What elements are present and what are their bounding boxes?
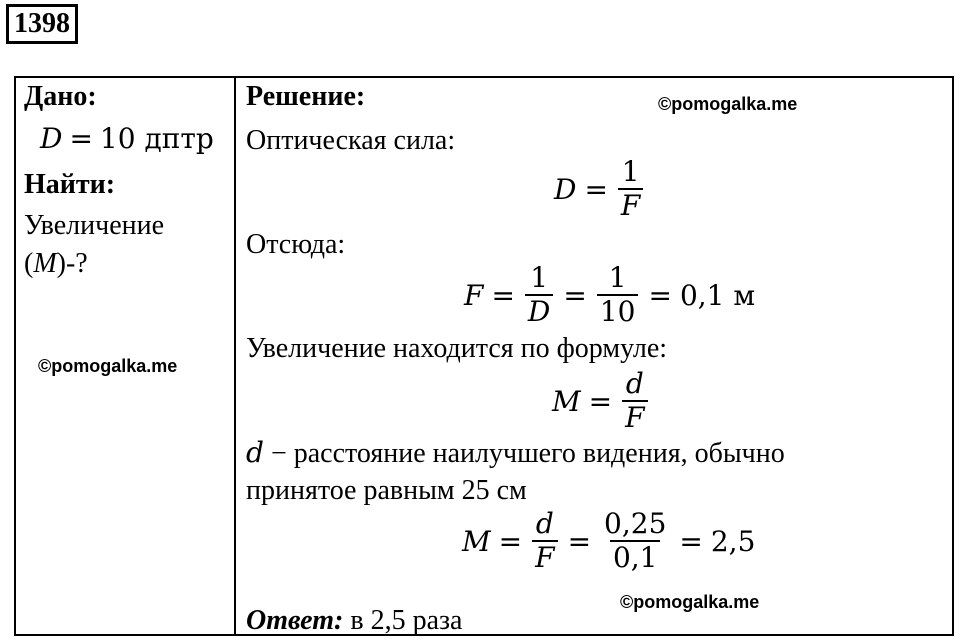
equation-focal-length — [464, 262, 755, 328]
magnification-label: Увеличение находится по формуле: — [246, 333, 668, 364]
eq1-den: F — [618, 188, 643, 222]
answer-label: Ответ: — [246, 605, 344, 636]
eq3-lhs: M — [552, 384, 581, 418]
eq1-op: = — [584, 172, 608, 206]
eq1-fraction — [618, 156, 643, 222]
equation-optical-power — [554, 156, 645, 222]
problem-number: 1398 — [6, 4, 78, 44]
hence-label: Отсюда: — [246, 229, 346, 260]
eq1-lhs: D — [554, 172, 577, 206]
find-line2 — [24, 247, 88, 281]
d-description-line2: принятое равным 25 см — [246, 475, 527, 506]
eq4-op1: = — [498, 524, 523, 558]
answer-value: в 2,5 раза — [343, 605, 463, 636]
eq3-op: = — [588, 384, 613, 418]
solution-heading: Решение: — [246, 81, 366, 112]
eq2-lhs: F — [464, 278, 484, 312]
eq2-f2-num: 1 — [608, 261, 627, 294]
eq4-lhs: M — [462, 524, 491, 558]
answer-line — [246, 604, 462, 638]
eq1-num: 1 — [621, 155, 640, 188]
given-eq-sign: = — [69, 122, 93, 155]
find-line1: Увеличение — [24, 210, 165, 241]
eq2-op2: = — [563, 278, 587, 312]
d-description-line1 — [246, 436, 785, 471]
watermark-left: ©pomogalka.me — [38, 356, 178, 376]
eq2-op3: = — [648, 278, 672, 312]
eq3-den: F — [622, 400, 647, 434]
optical-power-label: Оптическая сила: — [246, 125, 456, 156]
eq4-fraction2 — [601, 508, 669, 574]
eq3-num: d — [625, 367, 644, 400]
eq4-f2-num: 0,25 — [604, 507, 667, 540]
eq3-fraction — [622, 368, 647, 434]
watermark-bottom: ©pomogalka.me — [620, 592, 760, 612]
watermark-top: ©pomogalka.me — [658, 94, 798, 114]
find-heading: Найти: — [24, 169, 116, 200]
eq4-f2-den: 0,1 — [610, 540, 661, 574]
eq2-fraction2 — [597, 262, 639, 328]
column-divider — [234, 76, 236, 636]
eq2-fraction1 — [525, 262, 553, 328]
eq2-f1-den: D — [525, 294, 553, 328]
find-close: )-? — [56, 248, 88, 279]
eq4-f1-num: d — [535, 507, 554, 540]
eq4-op2: = — [567, 524, 592, 558]
eq2-result: 0,1 м — [679, 278, 756, 312]
given-heading: Дано: — [24, 81, 97, 112]
eq2-op1: = — [491, 278, 515, 312]
eq2-f1-num: 1 — [530, 261, 549, 294]
find-var: M — [33, 248, 57, 279]
d-var: d — [246, 436, 264, 469]
given-d-value: 10 дптр — [99, 122, 214, 155]
equation-magnification-result — [462, 508, 755, 574]
eq2-f2-den: 10 — [597, 294, 639, 328]
equation-magnification — [552, 368, 650, 434]
eq4-f1-den: F — [532, 540, 557, 574]
d-desc-text: − расстояние наилучшего видения, обычно — [263, 438, 785, 469]
given-optical-power — [40, 122, 214, 157]
eq4-fraction1 — [532, 508, 557, 574]
find-open-paren: ( — [24, 248, 34, 279]
eq4-result: 2,5 — [710, 524, 756, 558]
given-d-var: D — [40, 122, 63, 155]
eq4-op3: = — [679, 524, 703, 558]
